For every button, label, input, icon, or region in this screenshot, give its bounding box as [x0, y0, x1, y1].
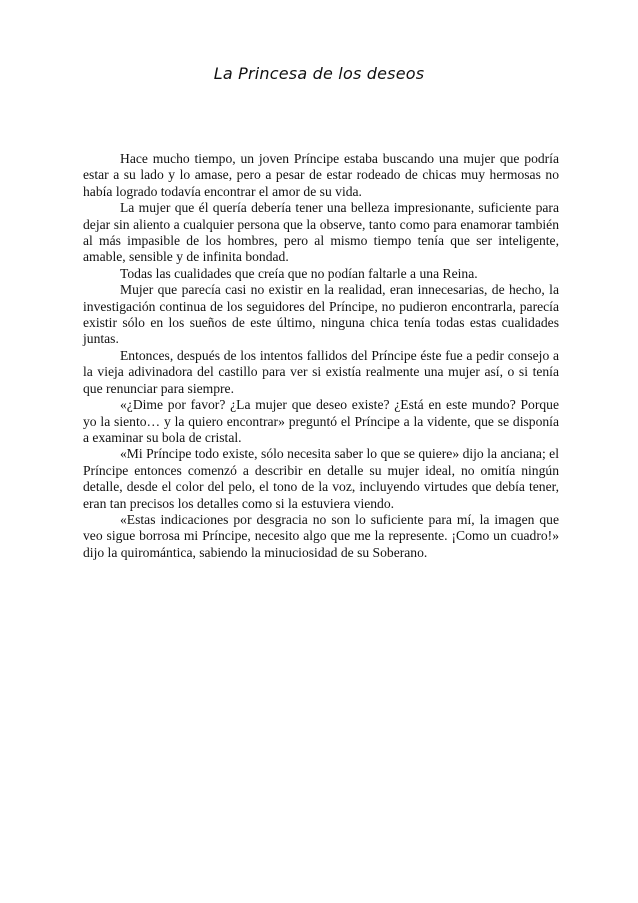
page-title: La Princesa de los deseos [213, 64, 425, 83]
story-body [83, 151, 559, 561]
paragraph: Hace mucho tiempo, un joven Príncipe estaba buscando una mujer que podría estar a su lado y lo amase, pero a pesar de estar rodeado de chicas muy hermosas no había logrado todavía encontrar el amor de su vida. [83, 151, 559, 199]
paragraph: «Mi Príncipe todo existe, sólo necesita saber lo que se quiere» dijo la anciana; el Príncipe entonces comenzó a describir en detalle su mujer ideal, no omitía ningún detalle, desde el color del pelo, el tono de la voz, incluyendo virtudes que debía tener, eran tan precisos los detalles como si la estuviera viendo. [83, 446, 559, 511]
paragraph: «Estas indicaciones por desgracia no son lo suficiente para mí, la imagen que veo sigue borrosa mi Príncipe, necesito algo que me la represente. ¡Como un cuadro!» dijo la quiromántica, sabiendo la minuciosidad de su Soberano. [83, 511, 559, 560]
paragraph: La mujer que él quería debería tener una belleza impresionante, suficiente para dejar sin aliento a cualquier persona que la observe, tanto como para enamorar también al más impasible de los hombres, pero al mismo tiempo tenía que ser inteligente, amable, sensible y de infinita bondad. [83, 200, 559, 265]
paragraph: Todas las cualidades que creía que no podían faltarle a una Reina. [120, 265, 478, 281]
paragraph: «¿Dime por favor? ¿La mujer que deseo existe? ¿Está en este mundo? Porque yo la siento… y la quiero encontrar» preguntó el Príncipe a la vidente, que se disponía a examinar su bola de cristal. [83, 397, 559, 445]
paragraph: Entonces, después de los intentos fallidos del Príncipe éste fue a pedir consejo a la vieja adivinadora del castillo para ver si existía realmente una mujer así, o si tenía que renunciar para siempre. [83, 347, 559, 396]
paragraph: Mujer que parecía casi no existir en la realidad, eran innecesarias, de hecho, la investigación continua de los seguidores del Príncipe, no pudieron encontrarla, parecía existir sólo en los sueños de este último, ninguna chica tenía todas estas cualidades juntas. [83, 282, 559, 347]
